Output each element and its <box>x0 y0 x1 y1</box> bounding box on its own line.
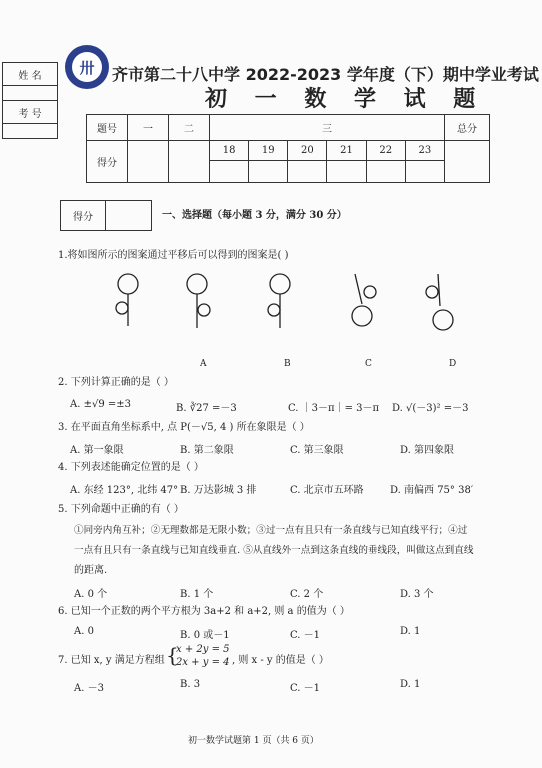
sub-col: 22 <box>366 141 405 161</box>
q6-option-a[interactable]: A. 0 <box>74 626 94 637</box>
subject-title: 初 一 数 学 试 题 <box>205 87 486 112</box>
id-label: 考 号 <box>3 101 58 124</box>
q7-equation-1: x + 2y = 5 <box>176 644 230 655</box>
id-field[interactable] <box>3 124 58 139</box>
q3-option-c[interactable]: C. 第三象限 <box>290 445 344 456</box>
q2-option-d[interactable]: D. √(－3)² =－3 <box>392 403 469 414</box>
question-4: 4. 下列表述能确定位置的是（ ） <box>58 462 204 473</box>
score-cell[interactable] <box>169 141 210 183</box>
question-6: 6. 已知一个正数的两个平方根为 3a+2 和 a+2, 则 a 的值为（ ） <box>58 606 350 617</box>
page-footer: 初一数学试题第 1 页（共 6 页） <box>188 736 319 746</box>
score-cell[interactable] <box>249 161 288 183</box>
sub-col: 19 <box>249 141 288 161</box>
question-7-suffix: , 则 x - y 的值是（ ） <box>232 655 329 666</box>
score-cell[interactable] <box>210 161 249 183</box>
score-cell[interactable] <box>327 161 366 183</box>
total-cell[interactable] <box>445 141 490 183</box>
question-3: 3. 在平面直角坐标系中, 点 P(－√5, 4 ) 所在象限是（ ） <box>58 422 310 433</box>
q1-original-figure <box>116 274 138 326</box>
q4-option-d[interactable]: D. 南偏西 75° 38′ <box>390 485 474 496</box>
q7-option-d[interactable]: D. 1 <box>400 679 421 690</box>
candidate-info-box <box>2 62 58 139</box>
school-logo <box>64 44 110 90</box>
q3-option-a[interactable]: A. 第一象限 <box>70 445 124 456</box>
q4-option-a[interactable]: A. 东经 123°, 北纬 47° <box>70 485 179 496</box>
section-score-box <box>60 200 152 231</box>
q4-option-c[interactable]: C. 北京市五环路 <box>290 485 364 496</box>
col-header: 三 <box>210 115 445 141</box>
q3-option-d[interactable]: D. 第四象限 <box>400 445 455 456</box>
section-title: 一、选择题（每小题 3 分，满分 30 分） <box>162 210 347 221</box>
score-cell[interactable] <box>405 161 444 183</box>
q5-line-3: 的距离. <box>74 565 108 576</box>
q7-equation-2: 2x + y = 4 <box>176 657 230 668</box>
q5-line-2: 一点有且只有一条直线与已知直线垂直. ⑤从直线外一点到这条直线的垂线段，叫做这点到直线 <box>74 545 474 556</box>
q1-figure-b <box>268 274 290 328</box>
name-label: 姓 名 <box>3 63 58 86</box>
q6-option-c[interactable]: C. －1 <box>290 630 321 641</box>
q1-figure-a <box>187 274 210 328</box>
col-header: 二 <box>169 115 210 141</box>
q1-label-b: B <box>284 359 291 369</box>
q5-option-a[interactable]: A. 0 个 <box>74 589 108 600</box>
q1-label-c: C <box>365 359 372 369</box>
score-cell[interactable] <box>128 141 169 183</box>
row-header: 得分 <box>87 141 128 183</box>
sub-col: 21 <box>327 141 366 161</box>
question-2: 2. 下列计算正确的是（ ） <box>58 377 174 388</box>
section-score-label: 得分 <box>61 201 106 231</box>
col-header: 题号 <box>87 115 128 141</box>
score-cell[interactable] <box>288 161 327 183</box>
q2-option-a[interactable]: A. ±√9 =±3 <box>70 399 131 410</box>
sub-col: 23 <box>405 141 444 161</box>
section-score-cell[interactable] <box>106 201 152 231</box>
brace-icon: { <box>166 643 179 667</box>
q1-label-a: A <box>200 359 207 369</box>
q1-figure-d <box>426 274 453 330</box>
q5-option-c[interactable]: C. 2 个 <box>290 589 324 600</box>
col-header: 总分 <box>445 115 490 141</box>
q2-option-b[interactable]: B. ∛27 =－3 <box>176 403 237 414</box>
name-field[interactable] <box>3 86 58 101</box>
q3-option-b[interactable]: B. 第二象限 <box>180 445 234 456</box>
q7-option-b[interactable]: B. 3 <box>180 679 201 690</box>
q2-option-c[interactable]: C. ｜3－π｜= 3－π <box>288 403 380 414</box>
q7-option-a[interactable]: A. －3 <box>74 683 104 694</box>
sub-col: 18 <box>210 141 249 161</box>
question-5: 5. 下列命题中正确的有（ ） <box>58 504 184 515</box>
svg-text:卅: 卅 <box>79 59 95 77</box>
question-7-prefix: 7. 已知 x, y 满足方程组 <box>58 655 165 666</box>
q1-figures <box>100 266 480 338</box>
q1-figure-c <box>352 274 376 326</box>
q6-option-b[interactable]: B. 0 或－1 <box>180 630 230 641</box>
sub-col: 20 <box>288 141 327 161</box>
q1-label-d: D <box>449 359 457 369</box>
q5-option-b[interactable]: B. 1 个 <box>180 589 214 600</box>
question-1: 1.将如图所示的图案通过平移后可以得到的图案是( ) <box>58 250 289 261</box>
q5-line-1: ①同旁内角互补；②无理数都是无限小数；③过一点有且只有一条直线与已知直线平行；④过 <box>74 525 468 536</box>
col-header: 一 <box>128 115 169 141</box>
q5-option-d[interactable]: D. 3 个 <box>400 589 434 600</box>
q6-option-d[interactable]: D. 1 <box>400 626 421 637</box>
score-table <box>86 114 490 183</box>
q7-option-c[interactable]: C. －1 <box>290 683 321 694</box>
q4-option-b[interactable]: B. 万达影城 3 排 <box>180 485 257 496</box>
school-title: 齐市第二十八中学 2022-2023 学年度（下）期中学业考试 <box>112 65 539 84</box>
score-cell[interactable] <box>366 161 405 183</box>
